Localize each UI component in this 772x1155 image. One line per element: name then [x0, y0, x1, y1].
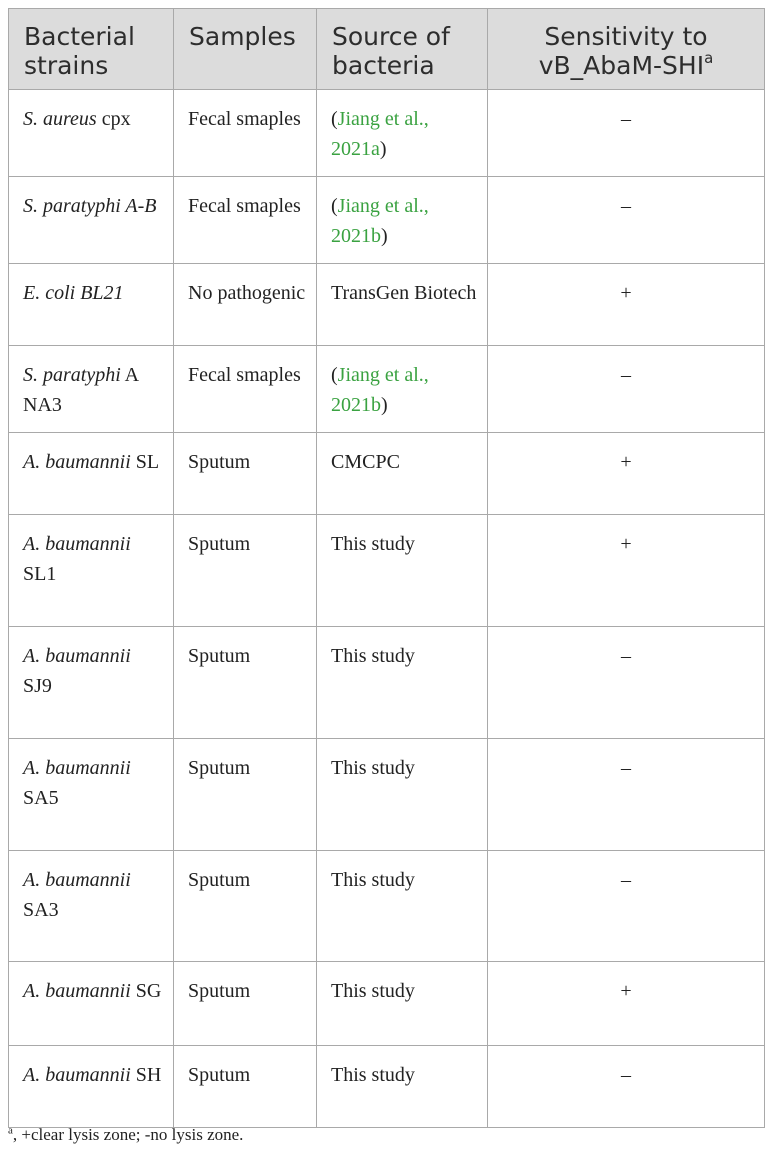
cell-samples: Fecal smaples [174, 90, 317, 177]
source-paren-open: ( [331, 108, 338, 130]
strain-species: A. baumannii [23, 1064, 131, 1086]
table-row [9, 1046, 765, 1128]
cell-source [317, 264, 488, 346]
cell-source [317, 346, 488, 433]
cell-sensitivity: + [488, 264, 765, 346]
table-row [9, 177, 765, 264]
cell-sensitivity: – [488, 851, 765, 962]
strain-id: A NA3 [23, 364, 139, 416]
source-paren-open: ( [331, 195, 338, 217]
strain-species: A. baumannii [23, 451, 131, 473]
footnote-text: , +clear lysis zone; -no lysis zone. [12, 1125, 244, 1144]
source-text: This study [331, 869, 415, 891]
table-header-row [9, 9, 765, 90]
source-text: This study [331, 645, 415, 667]
cell-strain [9, 962, 174, 1046]
strain-id: SJ9 [23, 675, 52, 697]
strain-species: A. baumannii [23, 533, 131, 555]
cell-strain [9, 177, 174, 264]
strain-species: S. aureus [23, 108, 97, 130]
cell-source [317, 90, 488, 177]
header-samples: Samples [174, 9, 317, 90]
cell-samples: Sputum [174, 1046, 317, 1128]
reference-link[interactable]: Jiang et al., 2021b [331, 195, 429, 247]
source-text: This study [331, 533, 415, 555]
source-text: TransGen Biotech [331, 282, 477, 304]
cell-strain [9, 515, 174, 627]
cell-samples: Sputum [174, 433, 317, 515]
table-row [9, 962, 765, 1046]
cell-strain [9, 851, 174, 962]
table-row [9, 627, 765, 739]
cell-samples: No pathogenic [174, 264, 317, 346]
cell-source [317, 515, 488, 627]
table-row [9, 851, 765, 962]
strain-species: S. paratyphi [23, 364, 121, 386]
cell-sensitivity: – [488, 1046, 765, 1128]
cell-source [317, 627, 488, 739]
cell-sensitivity: + [488, 962, 765, 1046]
source-text: This study [331, 980, 415, 1002]
cell-source [317, 1046, 488, 1128]
cell-strain [9, 90, 174, 177]
header-footnote-mark: a [704, 48, 714, 67]
strain-id: SG [130, 980, 162, 1002]
strain-species: A. baumannii [23, 980, 131, 1002]
source-paren-open: ( [331, 364, 338, 386]
strain-species: A. baumannii [23, 757, 131, 779]
header-source-of-bacteria: Source of bacteria [317, 9, 488, 90]
table-row [9, 264, 765, 346]
strain-id: SL1 [23, 563, 57, 585]
source-paren-close: ) [381, 394, 388, 416]
cell-strain [9, 433, 174, 515]
cell-sensitivity: – [488, 90, 765, 177]
cell-samples: Sputum [174, 627, 317, 739]
cell-source [317, 433, 488, 515]
cell-sensitivity: – [488, 739, 765, 851]
cell-samples: Fecal smaples [174, 346, 317, 433]
header-bacterial-strains: Bacterial strains [9, 9, 174, 90]
strain-id: cpx [96, 108, 131, 130]
cell-source [317, 177, 488, 264]
strain-species: A. baumannii [23, 869, 131, 891]
table-row [9, 433, 765, 515]
cell-strain [9, 627, 174, 739]
cell-sensitivity: + [488, 433, 765, 515]
strain-id: SA3 [23, 899, 59, 921]
cell-source [317, 962, 488, 1046]
cell-strain [9, 739, 174, 851]
strain-species: E. coli BL21 [23, 282, 124, 304]
cell-samples: Sputum [174, 851, 317, 962]
cell-sensitivity: + [488, 515, 765, 627]
cell-source [317, 851, 488, 962]
cell-samples: Sputum [174, 515, 317, 627]
table-footnote [8, 1124, 243, 1146]
table-row [9, 90, 765, 177]
table-row [9, 739, 765, 851]
source-paren-close: ) [379, 138, 387, 160]
source-text: This study [331, 757, 415, 779]
strain-species: A. baumannii [23, 645, 131, 667]
cell-samples: Fecal smaples [174, 177, 317, 264]
cell-strain [9, 346, 174, 433]
strain-species: S. paratyphi A-B [23, 195, 157, 217]
source-paren-close: ) [381, 225, 388, 247]
reference-link[interactable]: Jiang et al., 2021a [331, 108, 429, 160]
cell-sensitivity: – [488, 177, 765, 264]
cell-samples: Sputum [174, 962, 317, 1046]
cell-sensitivity: – [488, 627, 765, 739]
table-row [9, 346, 765, 433]
source-text: This study [331, 1064, 415, 1086]
strain-id: SH [130, 1064, 162, 1086]
footnote-mark: a [8, 1124, 13, 1137]
cell-samples: Sputum [174, 739, 317, 851]
cell-strain [9, 264, 174, 346]
cell-strain [9, 1046, 174, 1128]
strain-id: SA5 [23, 787, 59, 809]
source-text: CMCPC [331, 451, 400, 473]
header-sensitivity-text: Sensitivity to vB_AbaM-SHI [538, 22, 708, 80]
strain-id: SL [130, 451, 160, 473]
bacterial-strains-table [8, 8, 765, 1128]
header-sensitivity [488, 9, 765, 90]
table-row [9, 515, 765, 627]
reference-link[interactable]: Jiang et al., 2021b [331, 364, 429, 416]
cell-sensitivity: – [488, 346, 765, 433]
cell-source [317, 739, 488, 851]
